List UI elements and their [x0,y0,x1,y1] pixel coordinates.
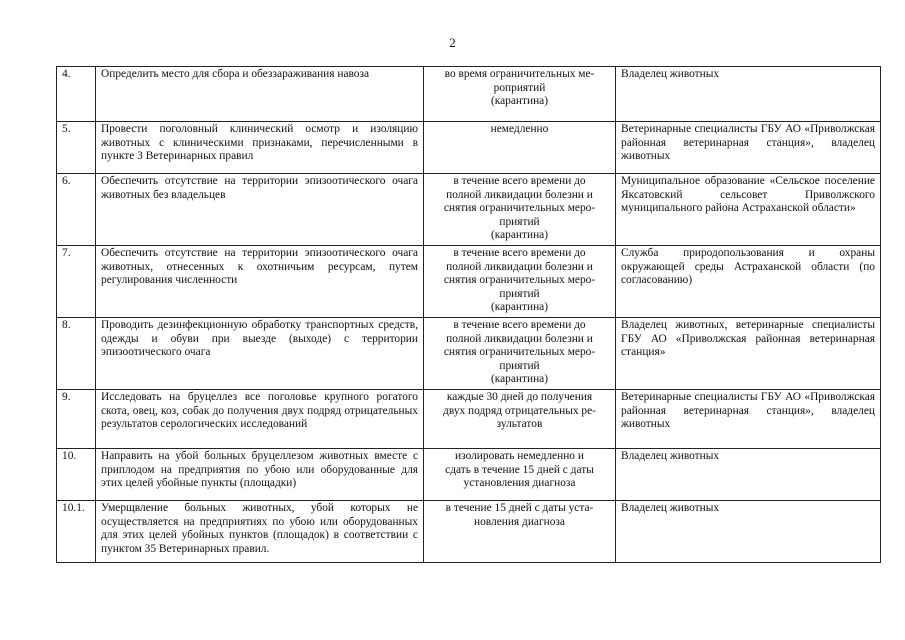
table-row [57,317,881,389]
row-action: Проводить дезинфекционную обработку транспортных средств, одежды и обуви при выезде (выходе) с территории эпизоотического очага [96,317,424,389]
row-term-text: каждые 30 дней до получения двух подряд отрицательных ре- зультатов [443,390,596,431]
row-number: 4. [57,67,96,122]
row-term-text: в течение всего времени до полной ликвидации болезни и снятия ограничительных меро- приятий (карантина) [443,318,596,386]
row-term [424,67,616,122]
row-responsible: Владелец животных [616,500,881,562]
row-term-text: в течение всего времени до полной ликвидации болезни и снятия ограничительных меро- приятий (карантина) [443,246,596,314]
row-action: Умерщвление больных животных, убой которых не осуществляется на предприятиях по убою или оборудованных для этих целей убойных пунктов (площадок) в соответствии с пунктом 35 Ветеринарных правил. [96,500,424,562]
row-term [424,122,616,174]
row-responsible: Владелец животных [616,67,881,122]
row-term [424,500,616,562]
table-row [57,67,881,122]
table-row [57,448,881,500]
row-term [424,174,616,246]
row-responsible: Ветеринарные специалисты ГБУ АО «Приволжская районная ветеринарная станция», владелец животных [616,389,881,448]
table-row [57,174,881,246]
row-responsible: Служба природопользования и охраны окружающей среды Астраханской области (по согласованию) [616,245,881,317]
row-term-text: изолировать немедленно и сдать в течение 15 дней с даты установления диагноза [445,449,594,490]
row-action: Провести поголовный клинический осмотр и изоляцию животных с клиническими признаками, перечисленными в пункте 3 Ветеринарных правил [96,122,424,174]
row-term [424,245,616,317]
row-number: 5. [57,122,96,174]
row-number: 7. [57,245,96,317]
measures-table [56,66,881,563]
row-action: Обеспечить отсутствие на территории эпизоотического очага животных без владельцев [96,174,424,246]
row-responsible: Ветеринарные специалисты ГБУ АО «Приволжская районная ветеринарная станция», владелец животных [616,122,881,174]
row-action: Исследовать на бруцеллез все поголовье крупного рогатого скота, овец, коз, собак до получения двух подряд отрицательных результатов серологических исследований [96,389,424,448]
table-row [57,122,881,174]
row-term [424,448,616,500]
row-number: 10. [57,448,96,500]
row-action: Определить место для сбора и обеззараживания навоза [96,67,424,122]
row-responsible: Владелец животных, ветеринарные специалисты ГБУ АО «Приволжская районная ветеринарная станция» [616,317,881,389]
page-number: 2 [449,35,456,50]
table-row [57,245,881,317]
row-responsible: Владелец животных [616,448,881,500]
row-term [424,317,616,389]
row-number: 9. [57,389,96,448]
row-term-text: в течение всего времени до полной ликвидации болезни и снятия ограничительных меро- приятий (карантина) [443,175,596,242]
row-term-text: немедленно [490,123,549,135]
row-number: 6. [57,174,96,246]
table-row [57,500,881,562]
row-number: 10.1. [57,500,96,562]
table-row [57,389,881,448]
row-term [424,389,616,448]
row-action: Направить на убой больных бруцеллезом животных вместе с приплодом на предприятия по убою или оборудованные для этих целей убойные пункты (площадки) [96,448,424,500]
row-term-text: в течение 15 дней с даты уста- новления диагноза [445,501,594,528]
row-number: 8. [57,317,96,389]
row-term-text: во время ограничительных ме- роприятий (карантина) [444,68,595,108]
row-responsible: Муниципальное образование «Сельское поселение Яксатовский сельсовет Приволжского муниципального района Астраханской области» [616,174,881,246]
row-action: Обеспечить отсутствие на территории эпизоотического очага животных, отнесенных к охотничьим ресурсам, путем регулирования численности [96,245,424,317]
